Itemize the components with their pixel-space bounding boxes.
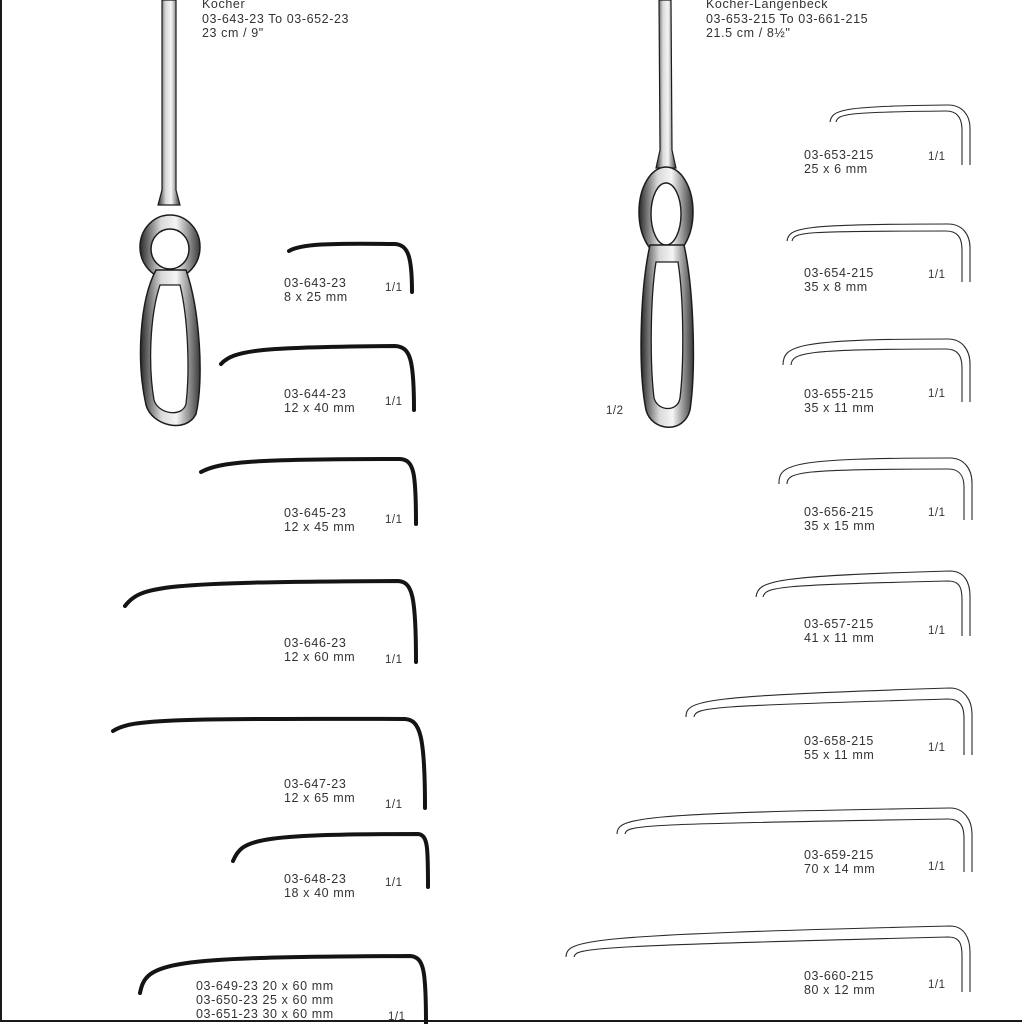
kocher-langenbeck-length: 21.5 cm / 8½" (706, 26, 791, 40)
blade-scale: 1/1 (388, 1011, 406, 1023)
blade-size: 55 x 11 mm (804, 748, 875, 762)
blade-size: 12 x 65 mm (284, 791, 356, 805)
blade-scale: 1/1 (928, 388, 946, 400)
kocher-langenbeck-handle-illustration (639, 0, 693, 427)
kocher-length: 23 cm / 9" (202, 26, 264, 40)
multi-blade-line: 03-650-23 25 x 60 mm (196, 993, 334, 1007)
blade-code: 03-653-215 (804, 148, 874, 162)
blade-size: 41 x 11 mm (804, 631, 875, 645)
blade-scale: 1/1 (928, 861, 946, 873)
blade-code: 03-644-23 (284, 387, 347, 401)
kocher-langenbeck-code-range: 03-653-215 To 03-661-215 (706, 12, 869, 26)
blade-profile-03-659-215 (617, 808, 972, 872)
blade-size: 35 x 11 mm (804, 401, 875, 415)
multi-blade-line: 03-649-23 20 x 60 mm (196, 979, 334, 993)
blade-scale: 1/1 (385, 654, 403, 666)
blade-scale: 1/1 (385, 396, 403, 408)
kocher-langenbeck-title: Kocher-Langenbeck (706, 0, 829, 11)
blade-code: 03-646-23 (284, 636, 347, 650)
blade-code: 03-654-215 (804, 266, 874, 280)
blade-size: 35 x 15 mm (804, 519, 876, 533)
blade-code: 03-657-215 (804, 617, 874, 631)
blade-profile-03-647-23 (113, 719, 425, 808)
blade-scale: 1/1 (385, 282, 403, 294)
blade-code: 03-648-23 (284, 872, 347, 886)
handle-scale-label: 1/2 (606, 405, 624, 417)
blade-code: 03-656-215 (804, 505, 874, 519)
blade-scale: 1/1 (928, 625, 946, 637)
blade-size: 8 x 25 mm (284, 290, 348, 304)
blade-scale: 1/1 (385, 514, 403, 526)
blade-scale: 1/1 (928, 151, 946, 163)
multi-blade-line: 03-651-23 30 x 60 mm (196, 1007, 334, 1021)
blade-scale: 1/1 (928, 507, 946, 519)
blade-scale: 1/1 (928, 742, 946, 754)
blade-scale: 1/1 (928, 979, 946, 991)
blade-size: 70 x 14 mm (804, 862, 876, 876)
blade-profile-03-660-215 (566, 926, 970, 992)
blade-size: 18 x 40 mm (284, 886, 356, 900)
blade-size: 12 x 45 mm (284, 520, 356, 534)
blade-code: 03-645-23 (284, 506, 347, 520)
blade-size: 80 x 12 mm (804, 983, 876, 997)
kocher-handle-illustration (140, 0, 200, 426)
blade-code: 03-658-215 (804, 734, 874, 748)
blade-scale: 1/1 (385, 877, 403, 889)
blade-code: 03-655-215 (804, 387, 874, 401)
blade-profile-03-646-23 (125, 581, 416, 662)
kocher-title: Kocher (202, 0, 246, 11)
blade-size: 35 x 8 mm (804, 280, 868, 294)
blade-scale: 1/1 (385, 799, 403, 811)
blade-code: 03-659-215 (804, 848, 874, 862)
blade-scale: 1/1 (928, 269, 946, 281)
blade-size: 12 x 40 mm (284, 401, 356, 415)
blade-size: 12 x 60 mm (284, 650, 356, 664)
blade-code: 03-643-23 (284, 276, 347, 290)
blade-code: 03-660-215 (804, 969, 874, 983)
blade-code: 03-647-23 (284, 777, 347, 791)
kocher-code-range: 03-643-23 To 03-652-23 (202, 12, 350, 26)
blade-size: 25 x 6 mm (804, 162, 868, 176)
